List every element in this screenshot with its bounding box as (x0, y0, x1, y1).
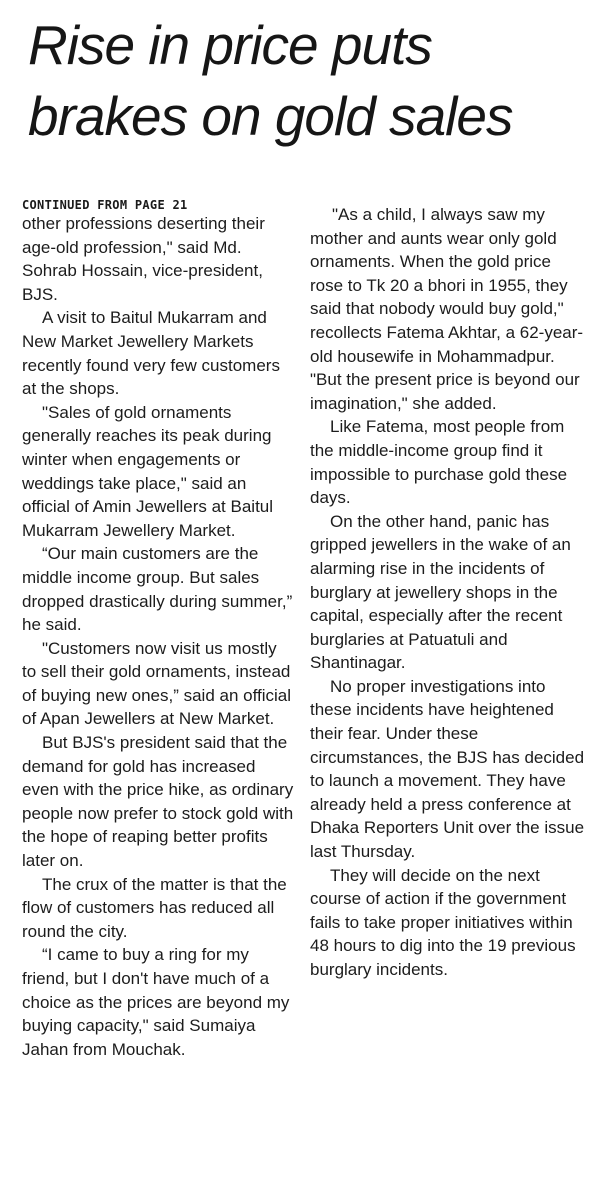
paragraph: They will decide on the next course of action if the government fails to take proper initiatives within 48 hours to dig into the 19 previous burglary incidents. (310, 865, 576, 979)
paragraph: Like Fatema, most people from the middle-income group find it impossible to purchase gold these days. (310, 417, 568, 508)
paragraph: "Sales of gold ornaments generally reaches its peak during winter when engagements or weddings take place," said an official of Amin Jewellers at Baitul Mukarram Jewellery Market. (22, 402, 274, 540)
paragraph: But BJS's president said that the demand for gold has increased even with the price hike, as ordinary people now prefer to stock gold with the hope of reaping better profits later on. (22, 733, 294, 871)
paragraph: The crux of the matter is that the flow of customers has reduced all round the city. (22, 874, 287, 941)
paragraph: No proper investigations into these incidents have heightened their fear. Under these circumstances, the BJS has decided to launch a movement. They have already held a press conference at Dhaka Reporters Unit over the issue last Thursday. (310, 676, 585, 862)
paragraph: “Our main customers are the middle income group. But sales dropped drastically during summer,” he said. (22, 544, 293, 635)
paragraph: "Customers now visit us mostly to sell their gold ornaments, instead of buying new ones,” said an official of Apan Jewellers at New Market. (22, 638, 292, 729)
paragraph: "As a child, I always saw my mother and aunts wear only gold ornaments. When the gold price rose to Tk 20 a bhori in 1955, they said that nobody would buy gold," recollects Fatema Akhtar, a 62-year-old housewife in Mohammadpur. "But the present price is beyond our imagination," she added. (310, 205, 584, 413)
headline (28, 10, 588, 152)
paragraph: On the other hand, panic has gripped jewellers in the wake of an alarming rise in the incidents of burglary at jewellery shops in the capital, especially after the recent burglaries at Patuatuli and Shantinagar. (310, 511, 571, 673)
headline-line-1: Rise in price puts (28, 14, 432, 76)
headline-line-2: brakes on gold sales (28, 85, 513, 147)
article-column-right (310, 203, 588, 982)
article-column-left (22, 198, 294, 1061)
paragraph: other professions deserting their age-old profession," said Md. Sohrab Hossain, vice-president, BJS. (22, 214, 265, 304)
paragraph: “I came to buy a ring for my friend, but I don't have much of a choice as the prices are beyond my buying capacity," said Sumaiya Jahan from Mouchak. (22, 945, 290, 1059)
paragraph: A visit to Baitul Mukarram and New Market Jewellery Markets recently found very few customers at the shops. (22, 308, 280, 399)
continued-from-label: CONTINUED FROM PAGE 21 (22, 198, 188, 212)
